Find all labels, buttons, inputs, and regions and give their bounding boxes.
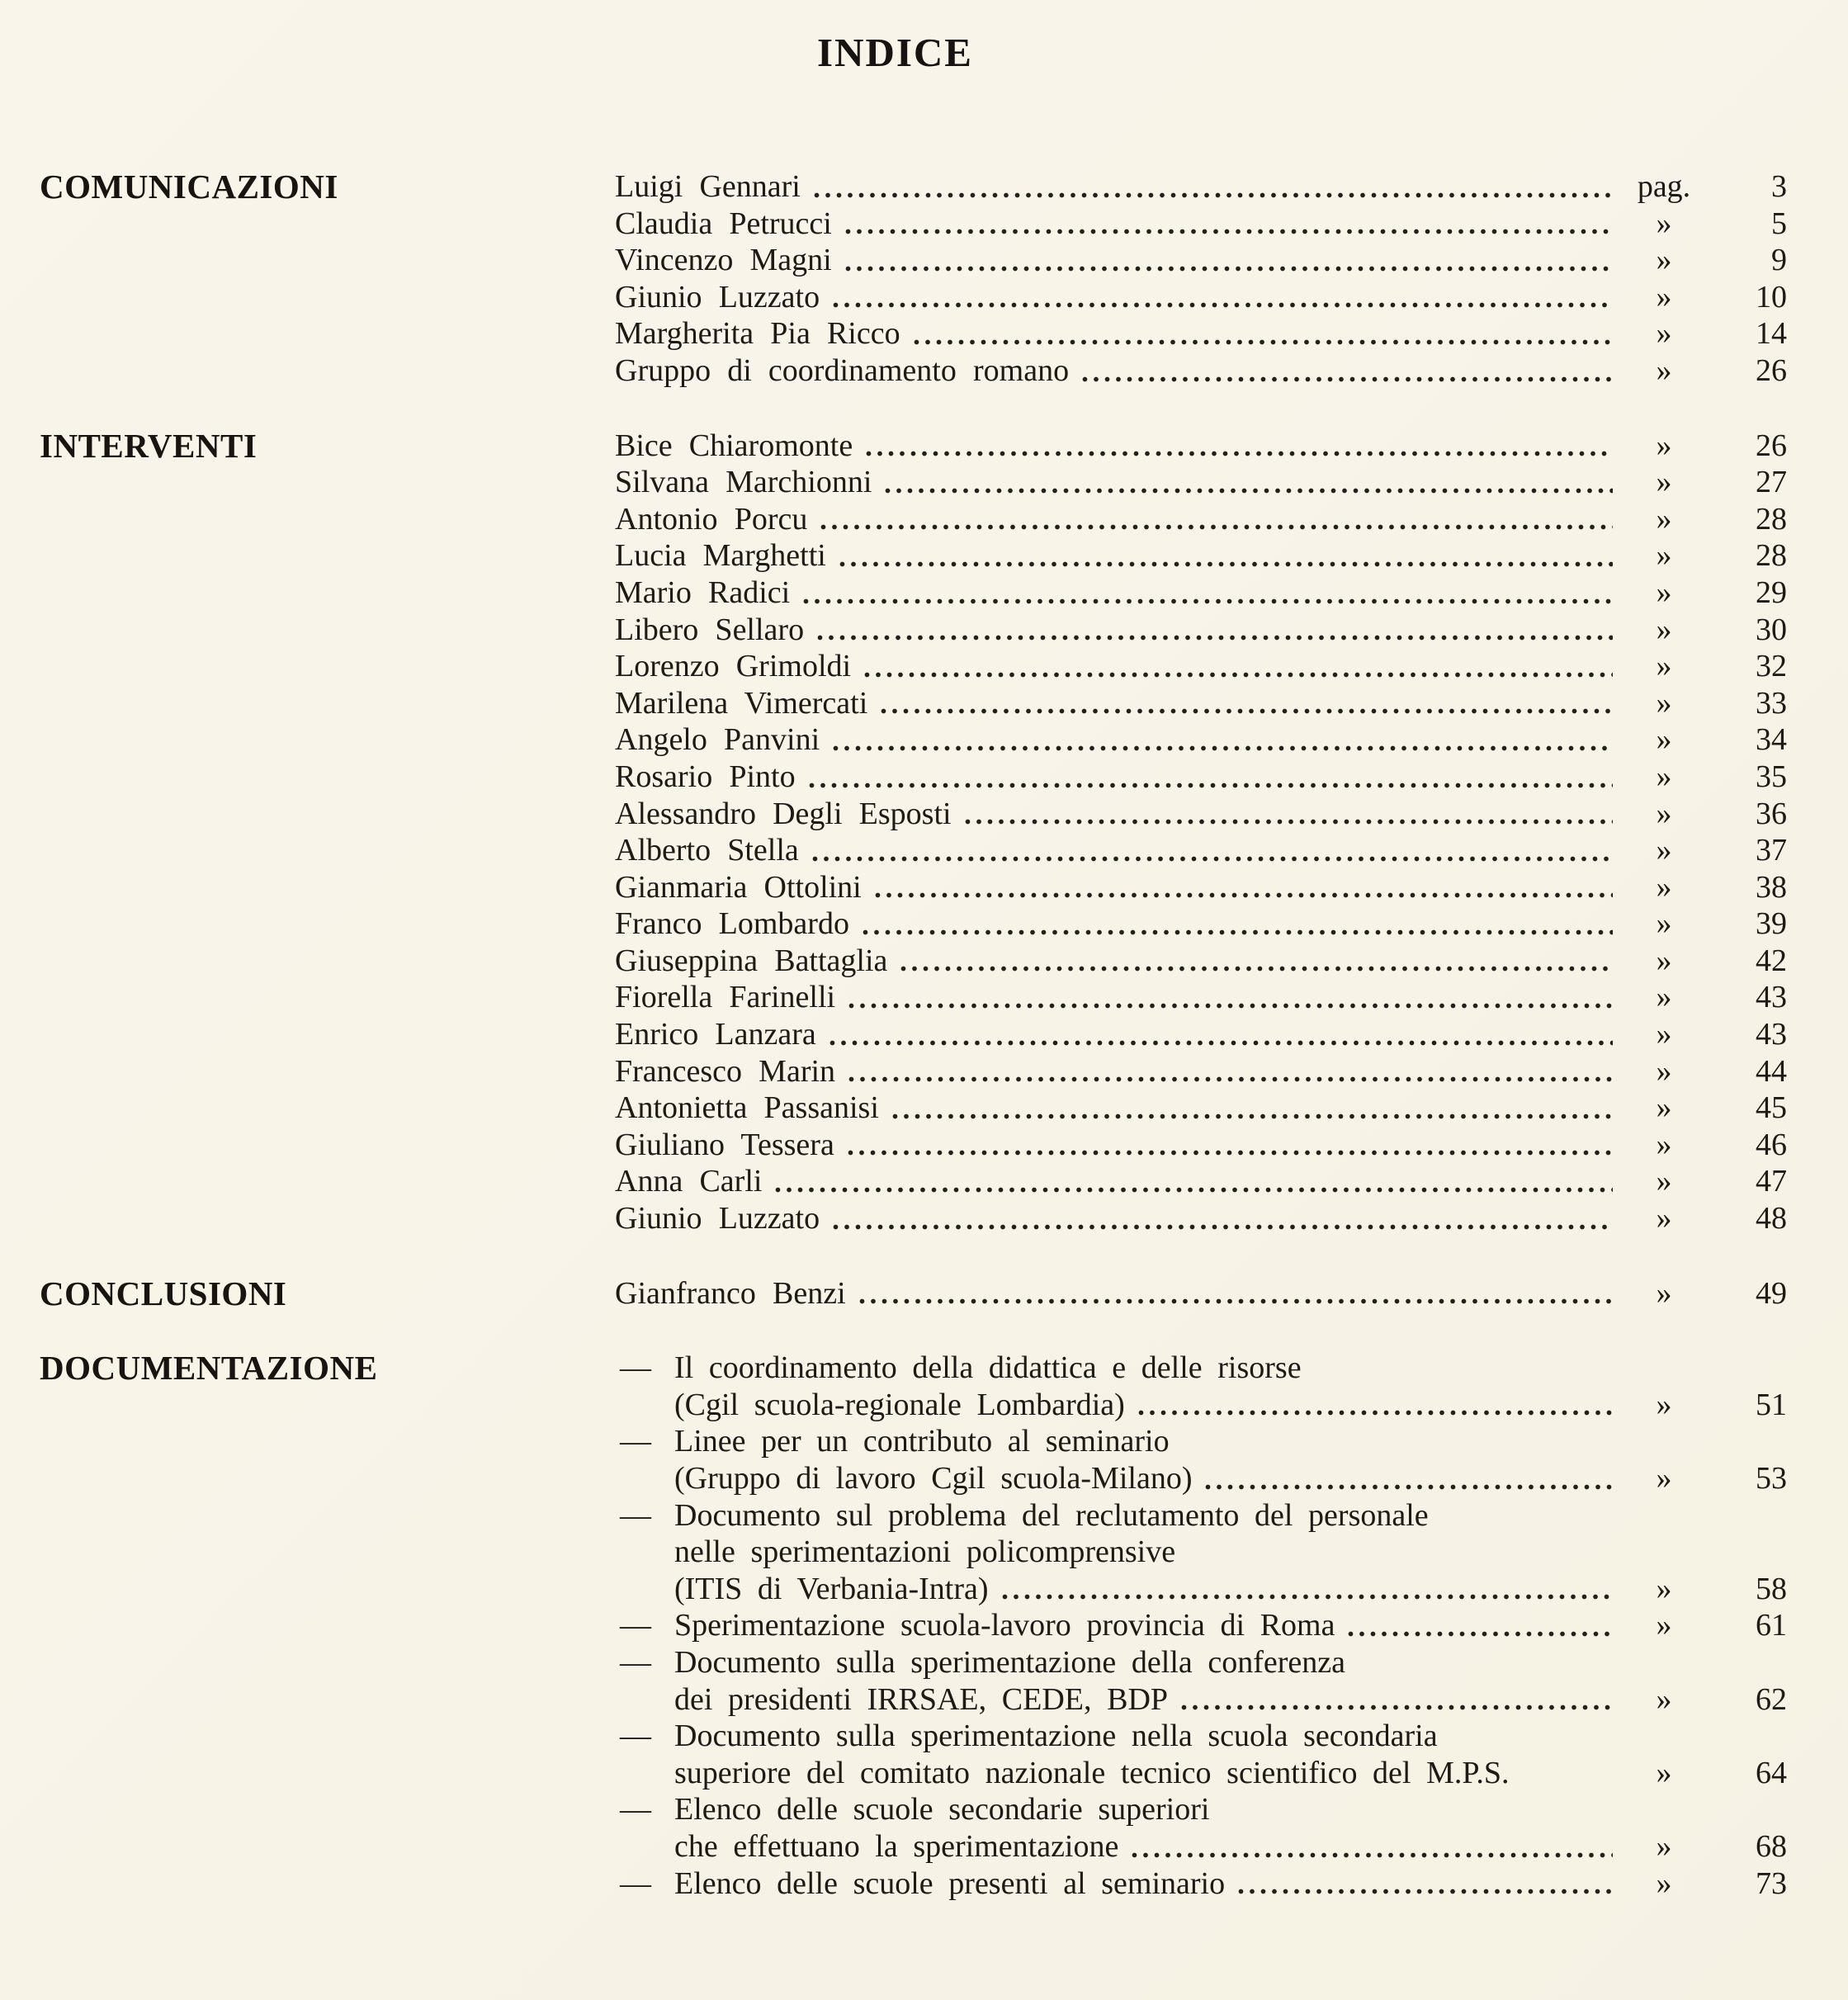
entries-interventi (615, 428, 1787, 1237)
toc-row (615, 1127, 1787, 1164)
page-ref-mark: » (1656, 465, 1672, 500)
page-ref-mark: » (1656, 943, 1672, 978)
page-ref-mark: » (1656, 428, 1672, 463)
doc-entry-lines (674, 1423, 1787, 1460)
toc-row (674, 1865, 1787, 1903)
dot-leader (820, 1200, 1619, 1237)
dot-leader (952, 796, 1619, 833)
toc-doc-entry-lastline: che effettuano la sperimentazione (674, 1828, 1119, 1864)
dot-leader (1335, 1607, 1619, 1644)
toc-doc-entry-lastline: (Cgil scuola-regionale Lombardia) (674, 1387, 1125, 1422)
toc-row (615, 352, 1787, 390)
page-number: 32 (1756, 649, 1787, 684)
page-number: 28 (1756, 538, 1787, 574)
toc-row (615, 759, 1787, 796)
page-number: 38 (1756, 869, 1787, 905)
page-ref-mark: » (1656, 1164, 1672, 1199)
toc-doc-entry (615, 1791, 1787, 1865)
dot-leader (846, 1275, 1619, 1312)
toc-entry-name: Angelo Panvini (615, 722, 820, 758)
toc-row (674, 1828, 1787, 1865)
page-ref-mark: » (1656, 1017, 1672, 1052)
toc-doc-entry (615, 1644, 1787, 1718)
page-ref-mark: » (1656, 501, 1672, 537)
page-number: 61 (1756, 1608, 1787, 1643)
dot-leader (835, 979, 1619, 1016)
page-ref-mark: » (1656, 980, 1672, 1015)
page-ref-mark: » (1656, 1053, 1672, 1089)
toc-entry-name: Giuliano Tessera (615, 1127, 834, 1162)
toc-row (615, 428, 1787, 465)
dash-bullet: — (620, 1644, 651, 1680)
page-ref-mark: » (1656, 1828, 1672, 1864)
toc-entry-name: Marilena Vimercati (615, 685, 868, 721)
dot-leader (989, 1571, 1619, 1608)
page-number: 34 (1756, 722, 1787, 758)
page-ref-mark: » (1656, 352, 1672, 388)
page-ref-mark: » (1656, 279, 1672, 314)
toc-doc-entry-line: nelle sperimentazioni policomprensive (674, 1534, 1176, 1570)
page-number: 45 (1756, 1090, 1787, 1126)
dot-leader (849, 905, 1619, 943)
toc-row (674, 1460, 1787, 1497)
toc-row (615, 537, 1787, 574)
toc-doc-entry-line: Documento sulla sperimentazione della conferenza (674, 1644, 1346, 1680)
toc-doc-entry-lastline: dei presidenti IRRSAE, CEDE, BDP (674, 1681, 1169, 1717)
section-label-column (0, 1275, 615, 1312)
toc-doc-entry-line: Linee per un contributo al seminario (674, 1424, 1170, 1459)
toc-doc-entry-line: Elenco delle scuole secondarie superiori (674, 1792, 1210, 1827)
section-label-conclusioni: CONCLUSIONI (40, 1274, 287, 1312)
toc-row (615, 242, 1787, 279)
dot-leader (804, 612, 1619, 649)
page-number: 58 (1756, 1571, 1787, 1606)
toc-row (615, 796, 1787, 833)
toc-entry-name: Giunio Luzzato (615, 1201, 820, 1236)
dash-bullet: — (620, 1350, 651, 1386)
dash-bullet: — (620, 1497, 651, 1533)
page-ref-mark: » (1656, 796, 1672, 831)
page-ref-mark: » (1656, 1865, 1672, 1901)
section-comunicazioni (0, 168, 1848, 390)
dot-leader (867, 685, 1619, 722)
toc-doc-entry-line: Il coordinamento della didattica e delle risorse (674, 1350, 1302, 1386)
page-ref-mark: » (1656, 869, 1672, 905)
page-ref-mark: » (1656, 206, 1672, 241)
entries-comunicazioni (615, 168, 1787, 390)
section-label-column (0, 168, 615, 206)
page-ref-mark: » (1656, 1461, 1672, 1496)
page-number: 64 (1756, 1755, 1787, 1790)
page-ref-mark: » (1656, 1090, 1672, 1126)
toc-row (615, 1053, 1787, 1090)
toc-row (615, 279, 1787, 316)
toc-entry-name: Claudia Petrucci (615, 206, 832, 241)
dash-bullet: — (620, 1424, 651, 1459)
toc-entry-name: Franco Lombardo (615, 906, 849, 942)
toc-doc-entry-line: Documento sulla sperimentazione nella scuola secondaria (674, 1719, 1438, 1754)
page-number: 26 (1756, 428, 1787, 463)
toc-row (615, 943, 1787, 980)
dot-leader (762, 1163, 1619, 1200)
dash-bullet: — (620, 1719, 651, 1754)
toc-doc-entry (615, 1350, 1787, 1423)
dot-leader (851, 648, 1619, 685)
dot-leader (1118, 1828, 1619, 1865)
toc-entry-name: Anna Carli (615, 1164, 763, 1199)
toc-row (674, 1571, 1787, 1608)
page-number: 10 (1756, 279, 1787, 314)
dot-leader (820, 279, 1619, 316)
section-conclusioni (0, 1275, 1848, 1312)
toc-row (674, 1681, 1787, 1719)
dot-leader (900, 315, 1619, 352)
dash-bullet: — (620, 1608, 651, 1643)
toc-row (615, 1163, 1787, 1200)
toc-entry-name: Antonietta Passanisi (615, 1090, 879, 1126)
toc-entry-name: Lucia Marghetti (615, 538, 826, 574)
page-number: 29 (1756, 574, 1787, 610)
page-title: INDICE (817, 30, 973, 75)
doc-entry-lines (674, 1350, 1787, 1387)
toc-entry-name: Luigi Gennari (615, 169, 801, 204)
page-ref-mark: pag. (1637, 169, 1691, 204)
page-number: 3 (1771, 169, 1787, 204)
page-number: 48 (1756, 1201, 1787, 1236)
toc-doc-entry-lastline: Elenco delle scuole presenti al seminario (674, 1865, 1226, 1901)
page-ref-mark: » (1656, 1275, 1672, 1311)
dot-leader (799, 832, 1619, 869)
page-number: 35 (1756, 759, 1787, 794)
toc-row (615, 685, 1787, 722)
dot-leader (790, 574, 1619, 612)
dash-bullet: — (620, 1865, 651, 1901)
page-ref-mark: » (1656, 1608, 1672, 1643)
toc-row (615, 315, 1787, 352)
toc-entry-name: Lorenzo Grimoldi (615, 649, 852, 684)
toc-entry-name: Gruppo di coordinamento romano (615, 352, 1070, 388)
toc-doc-entry (615, 1423, 1787, 1496)
toc-entry-name: Margherita Pia Ricco (615, 316, 900, 352)
toc-entry-name: Vincenzo Magni (615, 243, 832, 278)
page-number: 37 (1756, 833, 1787, 868)
page-number: 26 (1756, 352, 1787, 388)
doc-entry-lines (674, 1791, 1787, 1828)
dot-leader (832, 206, 1619, 243)
page-number: 39 (1756, 906, 1787, 942)
toc-doc-entry-lastline: superiore del comitato nazionale tecnico scientifico del M.P.S. (674, 1755, 1510, 1790)
page-ref-mark: » (1656, 722, 1672, 758)
section-documentazione (0, 1350, 1848, 1902)
page-ref-mark: » (1656, 833, 1672, 868)
toc-entry-name: Francesco Marin (615, 1053, 836, 1089)
page-number: 47 (1756, 1164, 1787, 1199)
toc-entry-name: Rosario Pinto (615, 759, 796, 794)
toc-doc-entry (615, 1718, 1787, 1791)
page-number: 73 (1756, 1865, 1787, 1901)
dot-leader (1168, 1681, 1619, 1719)
page-ref-mark: » (1656, 316, 1672, 352)
dot-leader (887, 943, 1619, 980)
toc-row (615, 832, 1787, 869)
page-ref-mark: » (1656, 1755, 1672, 1790)
page-ref-mark: » (1656, 1127, 1672, 1162)
page-number: 43 (1756, 980, 1787, 1015)
page-ref-mark: » (1656, 1201, 1672, 1236)
page-ref-mark: » (1656, 1571, 1672, 1606)
page-ref-mark: » (1656, 759, 1672, 794)
doc-entry-lines (674, 1644, 1787, 1681)
dot-leader (879, 1090, 1619, 1127)
section-interventi (0, 428, 1848, 1237)
page-number: 14 (1756, 316, 1787, 352)
toc-row (615, 1275, 1787, 1312)
toc-row (674, 1387, 1787, 1424)
page-ref-mark: » (1656, 612, 1672, 647)
toc-entry-name: Silvana Marchionni (615, 465, 872, 500)
page-number: 30 (1756, 612, 1787, 647)
toc-row (615, 168, 1787, 206)
dot-leader (826, 537, 1619, 574)
toc-row (615, 869, 1787, 906)
section-label-interventi: INTERVENTI (40, 426, 258, 465)
toc-entry-name: Fiorella Farinelli (615, 980, 836, 1015)
page-ref-mark: » (1656, 1387, 1672, 1422)
page-number: 27 (1756, 465, 1787, 500)
toc-row (615, 1200, 1787, 1237)
page-ref-mark: » (1656, 1681, 1672, 1717)
dot-leader (807, 501, 1619, 538)
toc-entry-name: Alberto Stella (615, 833, 799, 868)
dash-bullet: — (620, 1792, 651, 1827)
page-number: 68 (1756, 1828, 1787, 1864)
page-ref-mark: » (1656, 685, 1672, 721)
toc-row (615, 464, 1787, 501)
toc-doc-entry (615, 1497, 1787, 1608)
dot-leader (1125, 1387, 1619, 1424)
toc-row (615, 501, 1787, 538)
entries-conclusioni (615, 1275, 1787, 1312)
dot-leader (832, 242, 1619, 279)
toc-doc-entry-lastline: Sperimentazione scuola-lavoro provincia di Roma (674, 1608, 1335, 1643)
toc-entry-name: Enrico Lanzara (615, 1017, 816, 1052)
toc-entry-name: Gianmaria Ottolini (615, 869, 862, 905)
page-ref-mark: » (1656, 574, 1672, 610)
toc-entry-name: Gianfranco Benzi (615, 1275, 846, 1311)
toc-row (615, 905, 1787, 943)
section-label-column (0, 428, 615, 465)
toc-row (674, 1755, 1787, 1792)
dot-leader (1192, 1460, 1619, 1497)
page-number: 33 (1756, 685, 1787, 721)
dot-leader (1509, 1755, 1619, 1792)
dot-leader (816, 1016, 1619, 1053)
toc-doc-entry (615, 1865, 1787, 1903)
page-ref-mark: » (1656, 906, 1672, 942)
page-number: 49 (1756, 1275, 1787, 1311)
dot-leader (801, 168, 1619, 206)
page-number: 36 (1756, 796, 1787, 831)
section-label-comunicazioni: COMUNICAZIONI (40, 168, 338, 206)
toc-entry-name: Libero Sellaro (615, 612, 805, 647)
toc-row (615, 1090, 1787, 1127)
dot-leader (820, 721, 1619, 759)
toc-row (615, 979, 1787, 1016)
toc-entry-name: Giuseppina Battaglia (615, 943, 888, 978)
section-label-documentazione: DOCUMENTAZIONE (40, 1349, 378, 1388)
page-number: 28 (1756, 501, 1787, 537)
page-number: 5 (1771, 206, 1787, 241)
page-ref-mark: » (1656, 649, 1672, 684)
section-label-column (0, 1350, 615, 1387)
page-number: 51 (1756, 1387, 1787, 1422)
toc-row (615, 648, 1787, 685)
page-number: 9 (1771, 243, 1787, 278)
page-number: 53 (1756, 1461, 1787, 1496)
toc-entry-name: Giunio Luzzato (615, 279, 820, 314)
dot-leader (862, 869, 1619, 906)
toc-doc-entry-lastline: (ITIS di Verbania-Intra) (674, 1571, 989, 1606)
toc-row (615, 1016, 1787, 1053)
entries-documentazione (615, 1350, 1787, 1902)
page-number: 43 (1756, 1017, 1787, 1052)
page-number: 44 (1756, 1053, 1787, 1089)
dot-leader (872, 464, 1619, 501)
toc-row (615, 612, 1787, 649)
toc-entry-name: Antonio Porcu (615, 501, 808, 537)
dot-leader (1225, 1865, 1619, 1903)
page-number: 42 (1756, 943, 1787, 978)
toc-row (615, 206, 1787, 243)
toc-doc-entry-lastline: (Gruppo di lavoro Cgil scuola-Milano) (674, 1461, 1193, 1496)
page-ref-mark: » (1656, 538, 1672, 574)
page-number: 46 (1756, 1127, 1787, 1162)
toc-entry-name: Bice Chiaromonte (615, 428, 853, 463)
dot-leader (853, 428, 1619, 465)
toc-row (615, 574, 1787, 612)
toc-doc-entry-line: Documento sul problema del reclutamento del personale (674, 1497, 1429, 1533)
toc-entry-name: Mario Radici (615, 574, 791, 610)
toc-row (615, 721, 1787, 759)
toc-row (674, 1607, 1787, 1644)
dot-leader (796, 759, 1619, 796)
page-number: 62 (1756, 1681, 1787, 1717)
doc-entry-lines (674, 1718, 1787, 1755)
dot-leader (835, 1053, 1619, 1090)
toc-doc-entry (615, 1607, 1787, 1644)
dot-leader (1069, 352, 1619, 390)
toc-entry-name: Alessandro Degli Esposti (615, 796, 952, 831)
doc-entry-lines (674, 1497, 1787, 1571)
page-ref-mark: » (1656, 243, 1672, 278)
dot-leader (834, 1127, 1619, 1164)
